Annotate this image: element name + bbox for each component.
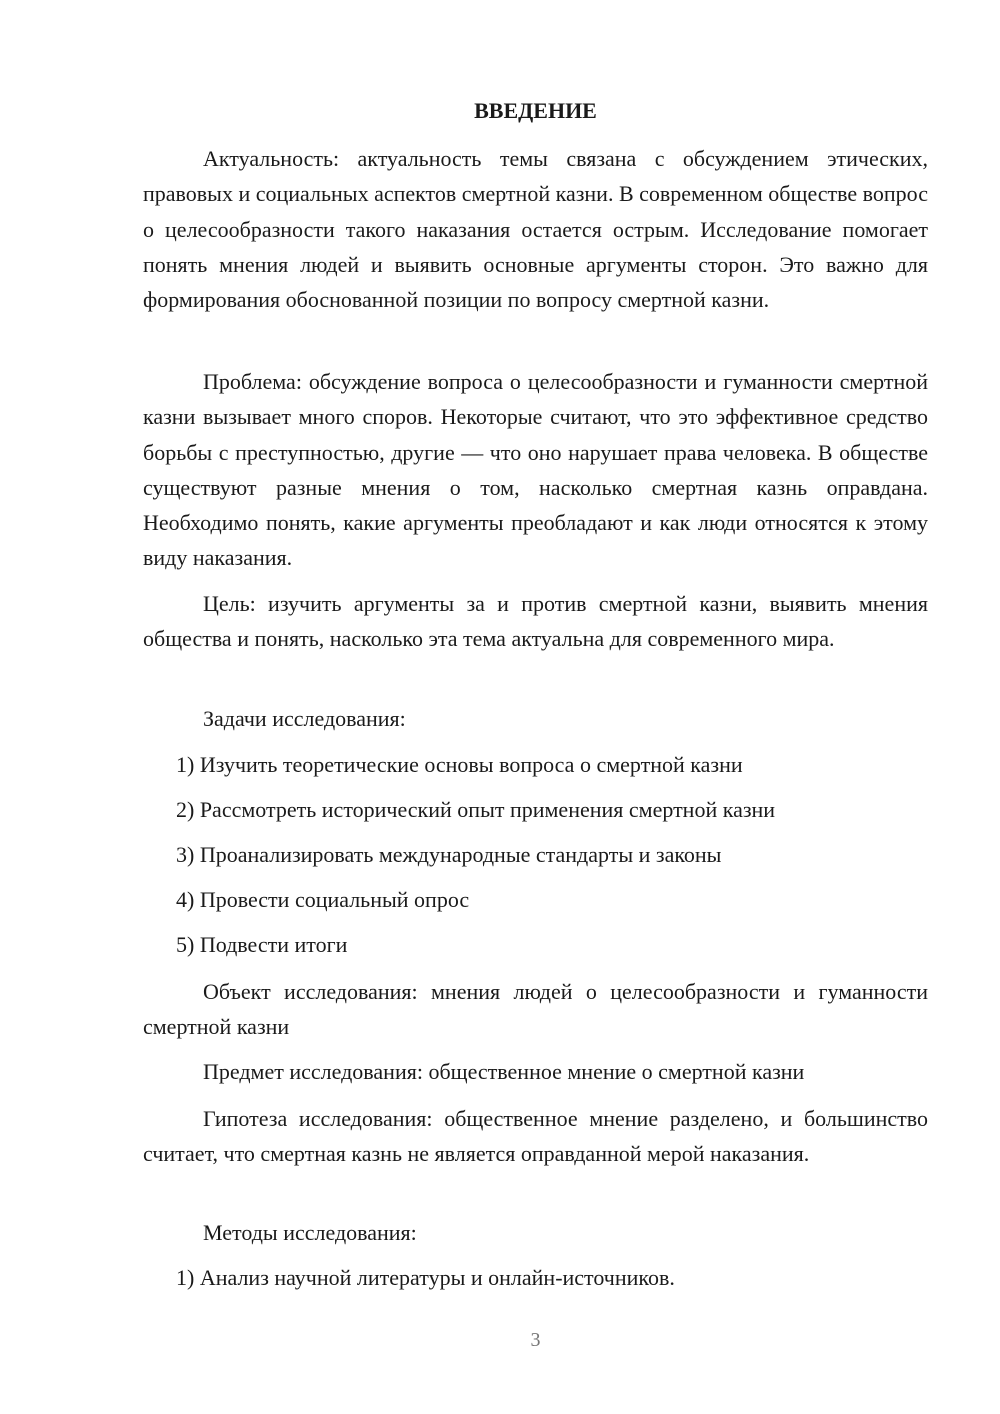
task-item: 1) Изучить теоретические основы вопроса о смертной казни xyxy=(176,752,743,777)
task-item: 2) Рассмотреть исторический опыт применения смертной казни xyxy=(176,797,776,822)
task-item: 3) Проанализировать международные стандарты и законы xyxy=(176,842,722,867)
goal-paragraph: Цель: изучить аргументы за и против смертной казни, выявить мнения общества и понять, насколько эта тема актуальна для современного мира. xyxy=(143,591,928,652)
document-page xyxy=(143,0,928,1414)
subject-paragraph: Предмет исследования: общественное мнение о смертной казни xyxy=(203,1059,805,1084)
method-item: 1) Анализ научной литературы и онлайн-источников. xyxy=(176,1265,675,1290)
methods-heading: Методы исследования: xyxy=(203,1220,417,1245)
tasks-heading: Задачи исследования: xyxy=(203,706,406,731)
relevance-paragraph: Актуальность: актуальность темы связана с обсуждением этических, правовых и социальных аспектов смертной казни. В современном обществе вопрос о целесообразности такого наказания остается острым. Исследование помогает понять мнения людей и выявить основные аргументы сторон. Это важно для формирования обоснованной позиции по вопросу смертной казни. xyxy=(143,146,928,313)
problem-paragraph: Проблема: обсуждение вопроса о целесообразности и гуманности смертной казни вызывает много споров. Некоторые считают, что это эффективное средство борьбы с преступностью, другие — что оно нарушает права человека. В обществе существуют разные мнения о том, насколько смертная казнь оправдана. Необходимо понять, какие аргументы преобладают и как люди относятся к этому виду наказания. xyxy=(143,369,928,571)
page-number: 3 xyxy=(530,1329,541,1351)
page-title: ВВЕДЕНИЕ xyxy=(474,98,597,123)
task-item: 4) Провести социальный опрос xyxy=(176,887,470,912)
object-paragraph: Объект исследования: мнения людей о целесообразности и гуманности смертной казни xyxy=(143,979,928,1040)
task-item: 5) Подвести итоги xyxy=(176,932,348,957)
hypothesis-paragraph: Гипотеза исследования: общественное мнение разделено, и большинство считает, что смертная казнь не является оправданной мерой наказания. xyxy=(143,1106,928,1167)
